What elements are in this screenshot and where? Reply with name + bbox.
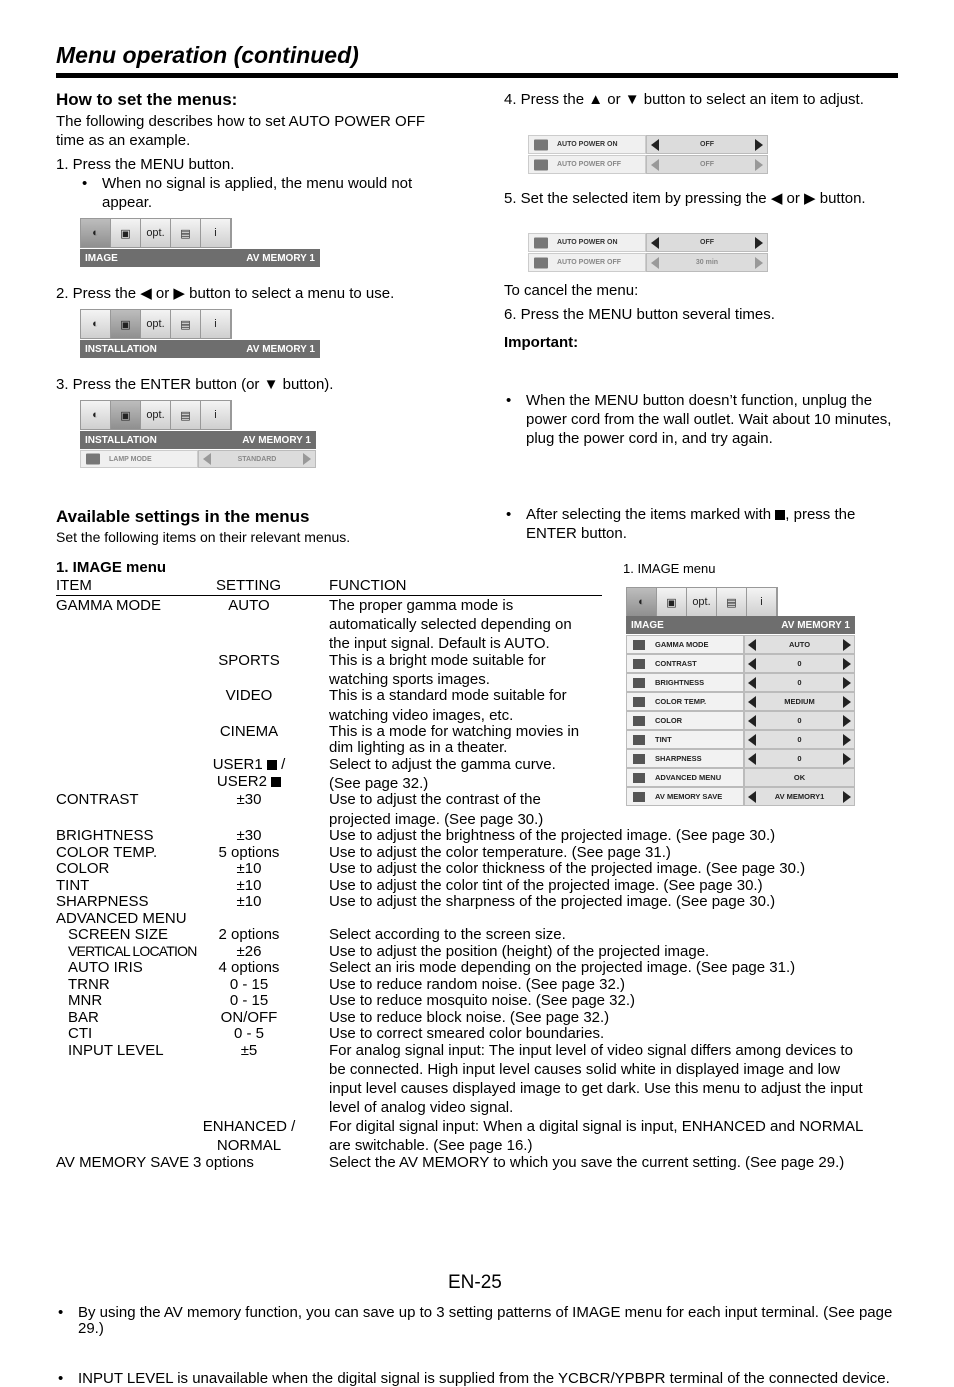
item-advanced: ADVANCED MENU bbox=[56, 910, 187, 927]
right-arrow-icon bbox=[843, 677, 851, 689]
right-arrow-icon bbox=[843, 753, 851, 765]
important-note-2 bbox=[504, 505, 894, 543]
right-arrow-icon bbox=[843, 715, 851, 727]
func-vloc: Use to adjust the position (height) of the projected image. bbox=[329, 943, 710, 960]
left-arrow-icon bbox=[651, 257, 659, 269]
menu-header-1 bbox=[80, 249, 320, 267]
step-3: 3. Press the ENTER button (or ▼ button). bbox=[56, 376, 334, 393]
left-arrow-icon bbox=[748, 696, 756, 708]
right-arrow-icon bbox=[843, 791, 851, 803]
image-menu-row-value-text: 0 bbox=[797, 754, 802, 763]
func-tint: Use to adjust the color tint of the projected image. (See page 30.) bbox=[329, 877, 763, 894]
power-off-icon bbox=[534, 159, 548, 170]
important-note-2-a: After selecting the items marked with bbox=[526, 506, 772, 523]
image-menu-row-value bbox=[744, 787, 855, 806]
func-auto-3: the input signal. Default is AUTO. bbox=[329, 635, 550, 652]
setting-vloc: ±26 bbox=[236, 943, 262, 960]
power-on-icon bbox=[534, 237, 548, 248]
right-arrow-icon bbox=[303, 453, 311, 465]
image-menu-row-label bbox=[626, 787, 744, 806]
func-mnr: Use to reduce mosquito noise. (See page 32.) bbox=[329, 992, 636, 1009]
menu-header-memory: AV MEMORY 1 bbox=[246, 252, 315, 264]
installation-menu-icon: ▣ bbox=[111, 401, 141, 429]
auto-power-on-label-cell bbox=[528, 233, 646, 252]
image-menu-header bbox=[626, 616, 855, 634]
page-title: Menu operation (continued) bbox=[56, 42, 359, 68]
func-cinema-1: This is a mode for watching movies in bbox=[329, 723, 580, 740]
setting-avsave: 3 options bbox=[193, 1154, 254, 1171]
image-menu-row-label bbox=[626, 673, 744, 692]
setting-cinema: CINEMA bbox=[219, 723, 279, 740]
func-sharpness: Use to adjust the sharpness of the projected image. (See page 30.) bbox=[329, 893, 776, 910]
func-input-4: level of analog video signal. bbox=[329, 1099, 514, 1116]
func-screen: Select according to the screen size. bbox=[329, 926, 566, 943]
image-menu-row-label-text: SHARPNESS bbox=[655, 754, 702, 763]
setting-tint: ±10 bbox=[236, 877, 262, 894]
image-menu-title: 1. IMAGE menu bbox=[56, 559, 167, 576]
image-menu-row[interactable] bbox=[626, 730, 855, 749]
image-menu-row-value bbox=[744, 654, 855, 673]
image-menu-row-label-text: GAMMA MODE bbox=[655, 640, 709, 649]
image-menu-row-value bbox=[744, 749, 855, 768]
image-menu-header-left: IMAGE bbox=[631, 619, 664, 631]
left-arrow-icon bbox=[748, 753, 756, 765]
setting-screen: 2 options bbox=[218, 926, 280, 943]
lamp-mode-label: LAMP MODE bbox=[109, 455, 152, 463]
how-to-heading: How to set the menus: bbox=[56, 90, 238, 109]
image-menu-row-label-text: AV MEMORY SAVE bbox=[655, 792, 723, 801]
menu-header-memory: AV MEMORY 1 bbox=[246, 343, 315, 355]
image-menu-row-label-text: ADVANCED MENU bbox=[655, 773, 722, 782]
how-to-intro: The following describes how to set AUTO POWER OFF time as an example. bbox=[56, 113, 426, 149]
setting-sports: SPORTS bbox=[218, 652, 280, 669]
right-arrow-icon bbox=[755, 139, 763, 151]
func-enhanced-1: For digital signal input: When a digital signal is input, ENHANCED and NORMAL bbox=[329, 1118, 864, 1135]
signal-menu-icon: ▤ bbox=[171, 219, 201, 247]
installation-menu-icon: ▣ bbox=[657, 588, 687, 616]
image-menu-row-value bbox=[744, 673, 855, 692]
func-iris: Select an iris mode depending on the projected image. (See page 31.) bbox=[329, 959, 796, 976]
menu-icon-row-big bbox=[626, 587, 778, 617]
menu-item-icon bbox=[633, 754, 645, 764]
image-menu-row-label bbox=[626, 768, 744, 787]
item-trnr: TRNR bbox=[68, 976, 110, 993]
func-bar: Use to reduce block noise. (See page 32.) bbox=[329, 1009, 610, 1026]
available-heading: Available settings in the menus bbox=[56, 507, 310, 526]
image-menu-row-value bbox=[744, 692, 855, 711]
item-brightness: BRIGHTNESS bbox=[56, 827, 154, 844]
item-colortemp: COLOR TEMP. bbox=[56, 844, 158, 861]
menu-item-icon bbox=[633, 735, 645, 745]
step-6: 6. Press the MENU button several times. bbox=[504, 306, 775, 323]
func-brightness: Use to adjust the brightness of the projected image. (See page 30.) bbox=[329, 827, 776, 844]
left-arrow-icon bbox=[748, 658, 756, 670]
func-trnr: Use to reduce random noise. (See page 32.) bbox=[329, 976, 626, 993]
func-color: Use to adjust the color thickness of the projected image. (See page 30.) bbox=[329, 860, 806, 877]
setting-brightness: ±30 bbox=[236, 827, 262, 844]
menu-header-3 bbox=[80, 431, 316, 449]
func-input-2: be connected. High input level causes solid white in displayed image and low bbox=[329, 1061, 841, 1078]
setting-enhanced-2: NORMAL bbox=[216, 1137, 282, 1154]
image-menu-row-value-text: 0 bbox=[797, 659, 802, 668]
auto-power-on-row-b bbox=[528, 233, 768, 252]
image-menu-row[interactable] bbox=[626, 749, 855, 768]
image-menu-row-label-text: COLOR TEMP. bbox=[655, 697, 707, 706]
auto-power-off-value-cell bbox=[646, 253, 768, 272]
func-user-2: (See page 32.) bbox=[329, 775, 429, 792]
setting-trnr: 0 - 15 bbox=[229, 976, 269, 993]
menu-item-icon bbox=[633, 640, 645, 650]
enter-mark-icon bbox=[267, 760, 277, 770]
setting-iris: 4 options bbox=[218, 959, 280, 976]
menu-item-icon bbox=[633, 716, 645, 726]
option-menu-icon: opt. bbox=[141, 401, 171, 429]
image-menu-row[interactable] bbox=[626, 635, 855, 654]
image-menu-row[interactable] bbox=[626, 692, 855, 711]
auto-power-off-label: AUTO POWER OFF bbox=[557, 259, 622, 266]
auto-power-on-label-cell bbox=[528, 135, 646, 154]
func-sports-2: watching sports images. bbox=[329, 671, 490, 688]
left-arrow-icon bbox=[748, 715, 756, 727]
item-tint: TINT bbox=[56, 877, 90, 894]
func-contrast-2: projected image. (See page 30.) bbox=[329, 811, 544, 828]
available-intro: Set the following items on their relevant menus. bbox=[56, 529, 351, 545]
image-menu-row-label-text: BRIGHTNESS bbox=[655, 678, 705, 687]
title-rule bbox=[56, 73, 898, 78]
step-5: 5. Set the selected item by pressing the ◀ or ▶ button. bbox=[504, 190, 866, 207]
menu-header-label: INSTALLATION bbox=[85, 343, 157, 355]
auto-power-off-label-cell bbox=[528, 155, 646, 174]
left-arrow-icon bbox=[748, 639, 756, 651]
option-menu-icon: opt. bbox=[141, 219, 171, 247]
left-arrow-icon bbox=[651, 139, 659, 151]
left-arrow-icon bbox=[651, 159, 659, 171]
image-menu-row[interactable] bbox=[626, 711, 855, 730]
image-menu-row-label bbox=[626, 635, 744, 654]
important-heading: Important: bbox=[504, 334, 579, 351]
table-header-rule bbox=[56, 595, 602, 596]
lamp-icon bbox=[86, 454, 100, 465]
func-cinema-2: dim lighting as in a theater. bbox=[329, 739, 508, 756]
right-arrow-icon bbox=[755, 159, 763, 171]
menu-header-label: IMAGE bbox=[85, 252, 118, 264]
auto-power-on-value-cell bbox=[646, 135, 768, 154]
item-avsave: AV MEMORY SAVE bbox=[56, 1154, 190, 1171]
setting-user1: USER1 / bbox=[212, 756, 286, 773]
func-user-1: Select to adjust the gamma curve. bbox=[329, 756, 556, 773]
col-function: FUNCTION bbox=[329, 577, 407, 594]
image-menu-row-label-text: CONTRAST bbox=[655, 659, 697, 668]
image-menu-row-value bbox=[744, 730, 855, 749]
auto-power-on-value-cell bbox=[646, 233, 768, 252]
setting-contrast: ±30 bbox=[236, 791, 262, 808]
signal-menu-icon: ▤ bbox=[171, 401, 201, 429]
auto-power-on-row-a bbox=[528, 135, 768, 154]
menu-item-icon bbox=[633, 678, 645, 688]
left-arrow-icon bbox=[748, 677, 756, 689]
image-menu-icon: ◐ bbox=[627, 588, 657, 616]
item-bar: BAR bbox=[68, 1009, 99, 1026]
func-contrast-1: Use to adjust the contrast of the bbox=[329, 791, 541, 808]
lamp-mode-row bbox=[80, 450, 316, 468]
menu-icon-row-3 bbox=[80, 400, 232, 430]
info-menu-icon: i bbox=[747, 588, 777, 616]
image-menu-icon: ◐ bbox=[81, 401, 111, 429]
right-arrow-icon bbox=[843, 734, 851, 746]
option-menu-icon: opt. bbox=[687, 588, 717, 616]
setting-colortemp: 5 options bbox=[218, 844, 280, 861]
step-4: 4. Press the ▲ or ▼ button to select an item to adjust. bbox=[504, 91, 864, 108]
image-menu-header-right: AV MEMORY 1 bbox=[781, 619, 850, 631]
note-2: • INPUT LEVEL is unavailable when the digital signal is supplied from the YCBCR/YPBPR terminal of the connected device. bbox=[56, 1371, 896, 1387]
user2-label: USER2 bbox=[216, 773, 267, 790]
image-menu-icon: ◐ bbox=[81, 310, 111, 338]
image-menu-caption: 1. IMAGE menu bbox=[623, 561, 716, 576]
auto-power-off-label-cell bbox=[528, 253, 646, 272]
lamp-mode-value-cell bbox=[198, 450, 316, 468]
func-sports-1: This is a bright mode suitable for bbox=[329, 652, 546, 669]
menu-icon-row-1 bbox=[80, 218, 232, 248]
image-menu-row-value-text: OK bbox=[793, 773, 806, 782]
func-input-3: input level causes displayed image to get dark. Use this menu to adjust the input bbox=[329, 1080, 863, 1097]
signal-menu-icon: ▤ bbox=[171, 310, 201, 338]
step-1-bullet: • When no signal is applied, the menu would not appear. bbox=[80, 174, 450, 212]
image-menu-row[interactable] bbox=[626, 654, 855, 673]
info-menu-icon: i bbox=[201, 219, 231, 247]
setting-color: ±10 bbox=[236, 860, 262, 877]
image-menu-row-value-text: 0 bbox=[797, 678, 802, 687]
item-color: COLOR bbox=[56, 860, 110, 877]
auto-power-off-label: AUTO POWER OFF bbox=[557, 161, 622, 168]
item-input: INPUT LEVEL bbox=[68, 1042, 164, 1059]
item-gamma: GAMMA MODE bbox=[56, 597, 162, 614]
setting-input: ±5 bbox=[240, 1042, 258, 1059]
image-menu-row-label bbox=[626, 749, 744, 768]
setting-bar: ON/OFF bbox=[220, 1009, 278, 1026]
image-menu-row-value bbox=[744, 635, 855, 654]
func-video-2: watching video images, etc. bbox=[329, 707, 514, 724]
auto-power-off-value: 30 min bbox=[695, 259, 719, 266]
image-menu-row-value bbox=[744, 711, 855, 730]
option-menu-icon: opt. bbox=[141, 310, 171, 338]
func-avsave: Select the AV MEMORY to which you save the current setting. (See page 29.) bbox=[329, 1154, 845, 1171]
info-menu-icon: i bbox=[201, 401, 231, 429]
right-arrow-icon bbox=[843, 696, 851, 708]
right-arrow-icon bbox=[843, 658, 851, 670]
image-menu-row-label bbox=[626, 730, 744, 749]
power-off-icon bbox=[534, 257, 548, 268]
image-menu-row-value-text: 0 bbox=[797, 735, 802, 744]
item-sharpness: SHARPNESS bbox=[56, 893, 149, 910]
func-enhanced-2: are switchable. (See page 16.) bbox=[329, 1137, 533, 1154]
image-menu-row-label-text: TINT bbox=[655, 735, 672, 744]
image-menu-row-label-text: COLOR bbox=[655, 716, 683, 725]
left-arrow-icon bbox=[748, 791, 756, 803]
menu-header-label: INSTALLATION bbox=[85, 434, 157, 446]
image-menu-row-value-text: AV MEMORY1 bbox=[774, 792, 825, 801]
left-arrow-icon bbox=[203, 453, 211, 465]
left-arrow-icon bbox=[748, 734, 756, 746]
setting-cti: 0 - 5 bbox=[233, 1025, 264, 1042]
item-screen: SCREEN SIZE bbox=[68, 926, 169, 943]
step-1: 1. Press the MENU button. bbox=[56, 156, 235, 173]
image-menu-icon: ◐ bbox=[81, 219, 111, 247]
image-menu-row[interactable] bbox=[626, 768, 855, 787]
setting-auto: AUTO bbox=[228, 597, 270, 614]
enter-mark-icon bbox=[271, 777, 281, 787]
image-menu-row-value bbox=[744, 768, 855, 787]
note-1: • By using the AV memory function, you can save up to 3 setting patterns of IMAGE menu for each input terminal. (See page 29.) bbox=[56, 1305, 896, 1337]
right-arrow-icon bbox=[843, 639, 851, 651]
func-input-1: For analog signal input: The input level of video signal differs among devices to bbox=[329, 1042, 853, 1059]
col-item: ITEM bbox=[56, 577, 92, 594]
enter-mark-icon bbox=[775, 510, 785, 520]
auto-power-off-value-cell bbox=[646, 155, 768, 174]
page-number: EN-25 bbox=[448, 1272, 502, 1293]
step-2: 2. Press the ◀ or ▶ button to select a menu to use. bbox=[56, 285, 395, 302]
auto-power-on-label: AUTO POWER ON bbox=[557, 141, 618, 148]
left-arrow-icon bbox=[651, 237, 659, 249]
power-on-icon bbox=[534, 139, 548, 150]
image-menu-row-label bbox=[626, 711, 744, 730]
right-arrow-icon bbox=[755, 237, 763, 249]
menu-item-icon bbox=[633, 773, 645, 783]
func-video-1: This is a standard mode suitable for bbox=[329, 687, 567, 704]
image-menu-row-value-text: AUTO bbox=[788, 640, 811, 649]
info-menu-icon: i bbox=[201, 310, 231, 338]
setting-sharpness: ±10 bbox=[236, 893, 262, 910]
installation-menu-icon: ▣ bbox=[111, 219, 141, 247]
func-auto-2: automatically selected depending on bbox=[329, 616, 572, 633]
image-menu-row-value-text: MEDIUM bbox=[784, 697, 815, 706]
important-note-1: • When the MENU button doesn’t function, unplug the power cord from the wall outlet. Wait about 10 minutes, plug the power cord in, and try again. bbox=[504, 391, 894, 448]
signal-menu-icon: ▤ bbox=[717, 588, 747, 616]
auto-power-off-row-a bbox=[528, 155, 768, 174]
lamp-mode-value: STANDARD bbox=[237, 455, 277, 463]
image-menu-row[interactable] bbox=[626, 787, 855, 806]
menu-header-memory: AV MEMORY 1 bbox=[242, 434, 311, 446]
item-mnr: MNR bbox=[68, 992, 103, 1009]
image-menu-row-label bbox=[626, 692, 744, 711]
func-colortemp: Use to adjust the color temperature. (See page 31.) bbox=[329, 844, 671, 861]
image-menu-row-label bbox=[626, 654, 744, 673]
image-menu-row[interactable] bbox=[626, 673, 855, 692]
setting-user2 bbox=[189, 773, 309, 790]
menu-icon-row-2 bbox=[80, 309, 232, 339]
item-contrast: CONTRAST bbox=[56, 791, 139, 808]
auto-power-off-row-b bbox=[528, 253, 768, 272]
menu-item-icon bbox=[633, 792, 645, 802]
installation-menu-icon: ▣ bbox=[111, 310, 141, 338]
func-auto-1: The proper gamma mode is bbox=[329, 597, 514, 614]
func-cti: Use to correct smeared color boundaries. bbox=[329, 1025, 605, 1042]
item-cti: CTI bbox=[68, 1025, 93, 1042]
col-setting: SETTING bbox=[216, 577, 282, 594]
auto-power-on-label: AUTO POWER ON bbox=[557, 239, 618, 246]
setting-mnr: 0 - 15 bbox=[229, 992, 269, 1009]
item-vloc: VERTICAL LOCATION bbox=[68, 943, 197, 959]
setting-enhanced-1: ENHANCED / bbox=[202, 1118, 296, 1135]
auto-power-off-value: OFF bbox=[700, 161, 714, 168]
cancel-heading: To cancel the menu: bbox=[504, 282, 639, 299]
menu-item-icon bbox=[633, 659, 645, 669]
auto-power-on-value: OFF bbox=[700, 239, 714, 246]
right-arrow-icon bbox=[755, 257, 763, 269]
important-note-2-b: , press the ENTER button. bbox=[526, 506, 856, 542]
menu-item-icon bbox=[633, 697, 645, 707]
user1-label: USER1 bbox=[212, 756, 263, 773]
lamp-mode-label-cell bbox=[80, 450, 198, 468]
item-iris: AUTO IRIS bbox=[68, 959, 143, 976]
image-menu-row-value-text: 0 bbox=[797, 716, 802, 725]
setting-video: VIDEO bbox=[225, 687, 273, 704]
menu-header-2 bbox=[80, 340, 320, 358]
auto-power-on-value: OFF bbox=[700, 141, 714, 148]
